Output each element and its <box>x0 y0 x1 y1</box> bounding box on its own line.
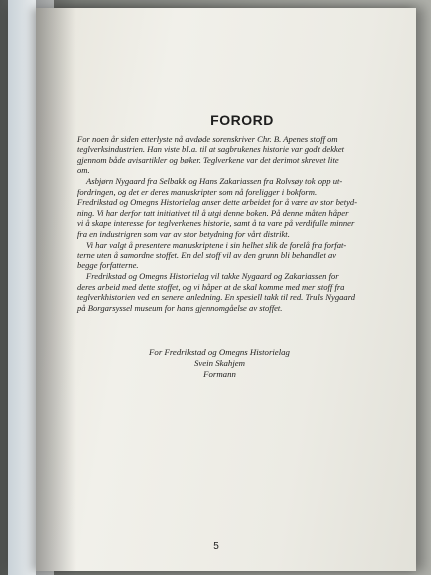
paragraph-line: fra en industrigren som var av stor betydning for vårt distrikt. <box>77 228 290 239</box>
paragraph-line: Asbjørn Nygaard fra Selbakk og Hans Zakariassen fra Rolvsøy tok opp ut- <box>86 176 343 187</box>
paragraph-2 <box>77 176 410 197</box>
paragraph-line: teglverkhistorien ved en senere anledning. En spesiell takk til red. Truls Nygaard <box>77 292 356 303</box>
page-gutter-shadow <box>36 0 76 575</box>
paragraph-line: For noen år siden etterlyste nå avdøde sorenskriver Chr. B. Apenes stoff om <box>77 134 338 144</box>
page-title: FORORD <box>210 112 274 128</box>
paragraph-4 <box>77 240 410 271</box>
paragraph-line: fordringen, og det er deres manuskripter som nå foreligger i bokform. <box>77 186 318 197</box>
paragraph-line: deres arbeid med dette stoffet, og vi håper at de skal komme med mer stoff fra <box>77 281 345 292</box>
paragraph-5 <box>77 271 410 313</box>
signature-name: Svein Skahjem <box>193 358 246 368</box>
signature-role: Formann <box>203 369 236 379</box>
paragraph-line: på Borgarsyssel museum for hans gjennomgåelse av stoffet. <box>77 302 283 313</box>
paragraph-line: teglverksindustrien. Han viste bl.a. til at sagbrukenes historie var godt dekket <box>77 144 345 155</box>
paragraph-line: gjennom både avisartikler og bøker. Teglverkene var det derimot skrevet lite <box>77 154 339 165</box>
signature-block <box>127 347 312 380</box>
paragraph-line: om. <box>77 165 90 176</box>
paragraph-line: ning. Vi har derfor tatt initiativet til å utgi denne boken. På denne måten håper <box>77 207 349 218</box>
paragraph-line: Fredrikstad og Omegns Historielag anser dette arbeidet for å være av stor betyd- <box>77 197 358 208</box>
paragraph-line: begge forfatterne. <box>77 260 139 271</box>
paragraph-line: Vi har valgt å presentere manuskriptene i sin helhet slik de forelå fra forfat- <box>86 239 347 250</box>
signature-organization: For Fredrikstad og Omegns Historielag <box>149 347 290 357</box>
paragraph-line: terne uten å samordne stoffet. En del stoff vil av den grunn bli behandlet av <box>77 249 337 260</box>
page-number: 5 <box>213 541 219 552</box>
paragraph-line: vi å skape interesse for teglverkenes historie, samt å ta vare på verdifulle minner <box>77 218 355 229</box>
paragraph-3 <box>77 197 410 239</box>
paragraph-1 <box>77 134 410 176</box>
paragraph-line: Fredrikstad og Omegns Historielag vil takke Nygaard og Zakariassen for <box>86 271 339 282</box>
foreword-text <box>77 112 410 313</box>
